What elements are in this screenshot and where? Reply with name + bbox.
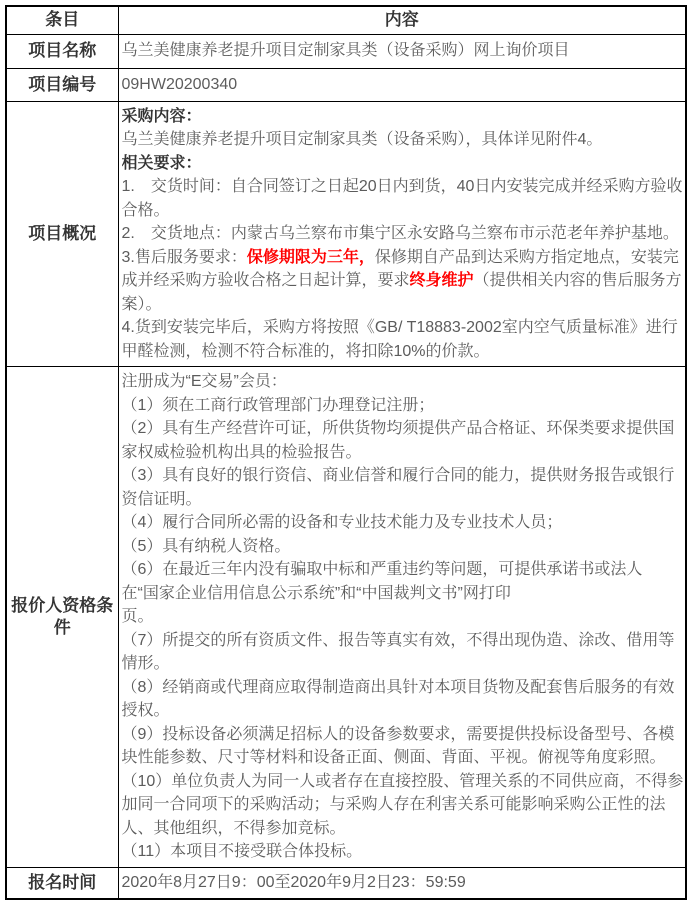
body-text: 乌兰美健康养老提升项目定制家具类（设备采购）网上询价项目 — [121, 42, 570, 60]
row-label-project-number: 项目编号 — [6, 68, 118, 101]
table-row-project-overview — [6, 101, 686, 367]
body-text: 在“国家企业信用信息公示系统”和“中国裁判文书”网打印 — [121, 584, 511, 602]
content-line — [122, 605, 684, 629]
content-line — [122, 269, 684, 293]
row-label-bidder-qualification: 报价人资格条件 — [6, 367, 118, 868]
body-text: （提供相关内容的售后服务方 — [473, 272, 682, 289]
body-text: 家权威检验机构出具的检验报告。 — [121, 443, 362, 461]
body-text: （7）所提交的所有资质文件、报告等真实有效，不得出现伪造、涂改、借用等 — [121, 631, 675, 649]
body-text: 授权。 — [121, 702, 170, 719]
content-line — [122, 699, 684, 723]
content-line — [122, 199, 684, 223]
highlighted-text: 终身维护 — [409, 272, 474, 289]
content-line — [122, 293, 684, 317]
section-heading-text: 相关要求： — [121, 154, 202, 172]
content-line — [122, 582, 684, 606]
table-row-bidder-qualification — [6, 367, 686, 868]
content-line — [122, 175, 684, 199]
row-label-project-overview: 项目概况 — [6, 101, 118, 367]
body-text: 资信证明。 — [121, 490, 202, 508]
content-line — [122, 128, 684, 152]
content-line — [122, 316, 684, 340]
body-text: 注册成为“E交易”会员： — [121, 373, 287, 390]
body-text: （2）具有生产经营许可证，所供货物均须提供产品合格证、环保类要求提供国 — [121, 420, 675, 437]
content-line — [122, 746, 684, 770]
body-text: 甲醛检测，检测不符合标准的，将扣除10%的价款。 — [121, 342, 490, 360]
content-line — [122, 793, 684, 817]
body-text: 乌兰美健康养老提升项目定制家具类（设备采购），具体详见附件4。 — [121, 131, 603, 148]
body-text: 2020年8月27日9：00至2020年9月2日23：59:59 — [121, 874, 466, 891]
highlighted-text: 保修期限为三年， — [246, 248, 375, 266]
content-line — [122, 488, 684, 512]
body-text: （1）须在工商行政管理部门办理登记注册； — [121, 396, 435, 414]
content-line — [122, 535, 684, 559]
body-text: （8）经销商或代理商应取得制造商出具针对本项目货物及配套售后服务的有效 — [121, 678, 675, 696]
content-line — [122, 723, 684, 747]
content-line — [122, 394, 684, 418]
body-text: 合格。 — [121, 201, 170, 219]
row-content-bidder-qualification — [118, 367, 686, 868]
body-text: （3）具有良好的银行资信、商业信誉和履行合同的能力，提供财务报告或银行 — [121, 467, 675, 484]
table-row-project-name — [6, 34, 686, 68]
content-line — [122, 817, 684, 841]
content-line — [122, 246, 684, 270]
content-line — [122, 676, 684, 700]
content-line — [122, 152, 684, 176]
row-label-project-name: 项目名称 — [6, 34, 118, 68]
content-line — [122, 222, 684, 246]
body-text: 4.货到安装完毕后，采购方将按照《GB/ T18883-2002室内空气质量标准》进行 — [121, 319, 678, 336]
table-header-row — [6, 6, 686, 34]
content-line — [122, 370, 684, 394]
content-line — [122, 629, 684, 653]
body-text: 3.售后服务要求： — [121, 248, 247, 266]
body-text: 情形。 — [121, 655, 170, 672]
row-content-project-name — [118, 34, 686, 68]
body-text: 2. 交货地点：内蒙古乌兰察布市集宁区永安路乌兰察布市示范老年养护基地。 — [121, 225, 679, 242]
body-text: （11）本项目不接受联合体投标。 — [121, 843, 363, 860]
content-line — [122, 558, 684, 582]
row-content-project-number — [118, 68, 686, 101]
content-line — [122, 340, 684, 364]
column-header-content: 内容 — [118, 6, 686, 34]
row-content-registration-time — [118, 867, 686, 899]
content-line — [122, 652, 684, 676]
body-text: 页。 — [121, 608, 154, 625]
body-text: 保修期自产品到达采购方指定地点，安装完 — [374, 248, 679, 266]
body-text: 成并经采购方验收合格之日起计算，要求 — [121, 272, 410, 289]
section-heading-text: 采购内容： — [121, 107, 202, 125]
content-line — [122, 417, 684, 441]
content-line — [122, 73, 684, 97]
content-line — [122, 871, 684, 895]
body-text: （9）投标设备必须满足招标人的设备参数要求，需要提供投标设备型号、各模 — [121, 725, 675, 743]
procurement-info-table — [5, 5, 687, 900]
content-line — [122, 105, 684, 129]
body-text: （10）单位负责人为同一人或者存在直接控股、管理关系的不同供应商，不得参 — [121, 772, 683, 790]
table-body — [6, 34, 686, 899]
body-text: 09HW20200340 — [121, 75, 238, 93]
table-row-project-number — [6, 68, 686, 101]
content-line — [122, 840, 684, 864]
content-line — [122, 441, 684, 465]
body-text: 块性能参数、尺寸等材料和设备正面、侧面、背面、平视。俯视等角度彩照。 — [121, 749, 666, 766]
table-row-registration-time — [6, 867, 686, 899]
content-line — [122, 464, 684, 488]
content-line — [122, 511, 684, 535]
content-line — [122, 770, 684, 794]
row-label-registration-time: 报名时间 — [6, 867, 118, 899]
body-text: 加同一合同项下的采购活动；与采购人存在利害关系可能影响采购公正性的法 — [121, 796, 666, 813]
column-header-item: 条目 — [6, 6, 118, 34]
body-text: 人、其他组织，不得参加竞标。 — [121, 819, 346, 837]
body-text: （4）履行合同所必需的设备和专业技术能力及专业技术人员； — [121, 514, 563, 531]
body-text: 1. 交货时间：自合同签订之日起20日内到货，40日内安装完成并经采购方验收 — [121, 178, 683, 195]
row-content-project-overview — [118, 101, 686, 367]
body-text: （6）在最近三年内没有骗取中标和严重违约等问题，可提供承诺书或法人 — [121, 561, 643, 578]
content-line — [122, 39, 684, 63]
body-text: （5）具有纳税人资格。 — [121, 537, 291, 555]
body-text: 案）。 — [121, 295, 162, 313]
